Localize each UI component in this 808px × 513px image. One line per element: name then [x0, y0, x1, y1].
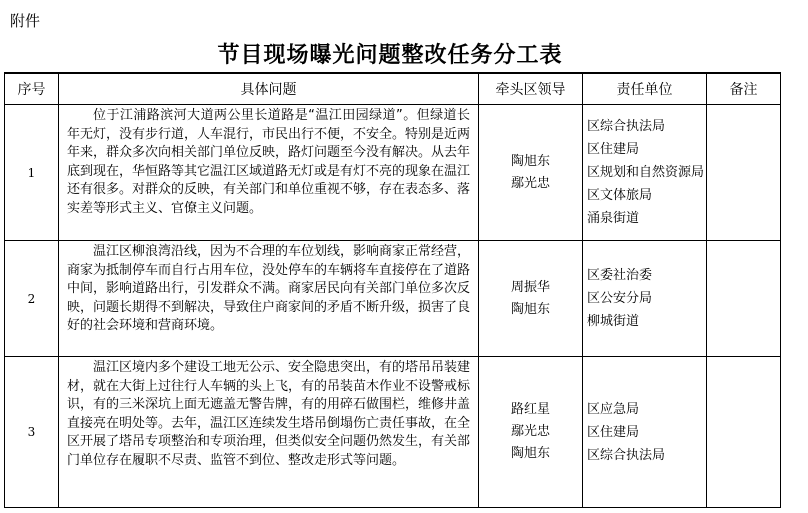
row-units	[583, 241, 707, 357]
row-seq: 1	[5, 105, 59, 241]
row-units	[583, 357, 707, 508]
leader-name: 鄢光忠	[510, 175, 550, 191]
unit-name: 区应急局	[587, 401, 640, 417]
header-problem: 具体问题	[59, 73, 479, 105]
unit-name: 区综合执法局	[587, 447, 666, 463]
page-title: 节目现场曝光问题整改任务分工表	[217, 42, 563, 68]
leader-name: 陶旭东	[510, 153, 550, 169]
unit-name: 区住建局	[587, 142, 640, 157]
unit-name: 区文体旅局	[587, 188, 653, 203]
row-seq: 2	[5, 241, 59, 357]
header-leader: 牵头区领导	[479, 73, 583, 105]
header-note: 备注	[707, 73, 781, 105]
header-seq: 序号	[5, 73, 59, 105]
row-leaders	[479, 241, 583, 357]
attachment-label: 附件	[10, 12, 41, 30]
row-leaders	[479, 357, 583, 508]
leader-name: 陶旭东	[510, 446, 550, 461]
row-problem: 位于江浦路滨河大道两公里长道路是“温江田园绿道”。但绿道长年无灯，没有步行道，人车混行，市民出行不便，不安全。特别是近两年来，群众多次向相关部门单位反映，路灯问题至今没有解决。从去年底到现在，华恒路等其它温江区域道路无灯或是有灯不亮的现象在温江还有很多。对群众的反映，有关部门和单位重视不够，存在表态多、落实差等形式主义、官僚主义问题。	[59, 105, 479, 241]
unit-name: 涌泉街道	[587, 211, 640, 226]
header-unit: 责任单位	[583, 73, 707, 105]
unit-name: 区住建局	[587, 424, 640, 440]
table-row	[5, 241, 781, 357]
unit-name: 柳城街道	[587, 314, 640, 329]
table-row	[5, 105, 781, 241]
table-row	[5, 357, 781, 508]
unit-name: 区委社治委	[587, 268, 653, 283]
row-leaders	[479, 105, 583, 241]
leader-name: 陶旭东	[510, 301, 550, 317]
leader-name: 路红星	[510, 402, 550, 417]
unit-name: 区综合执法局	[587, 119, 666, 134]
row-note	[707, 241, 781, 357]
row-problem: 温江区境内多个建设工地无公示、安全隐患突出，有的塔吊吊装建材，就在大街上过往行人车辆的头上飞，有的吊装苗木作业不设警戒标识，有的三米深坑上面无遮盖无警告牌，有的用碎石做围栏，维修井盖直接亮在明处等。去年，温江区连续发生塔吊倒塌伤亡责任事故，在全区开展了塔吊专项整治和专项治理，但类似安全问题仍然发生，有关部门单位存在履职不尽责、监管不到位、整改走形式等问题。	[59, 357, 479, 508]
row-seq: 3	[5, 357, 59, 508]
row-problem: 温江区柳浪湾沿线，因为不合理的车位划线，影响商家正常经营，商家为抵制停车而自行占用车位，没处停车的车辆将车直接停在了道路中间，影响道路出行，引发群众不满。商家居民向有关部门单位多次反映，问题长期得不到解决，导致住户商家间的矛盾不断升级，损害了良好的社会环境和营商环境。	[59, 241, 479, 357]
row-note	[707, 105, 781, 241]
table-header-row	[5, 73, 781, 105]
unit-name: 区公安分局	[587, 291, 653, 306]
leader-name: 鄢光忠	[510, 424, 550, 439]
row-note	[707, 357, 781, 508]
unit-name: 区规划和自然资源局	[587, 165, 705, 180]
row-units	[583, 105, 707, 241]
task-table	[4, 72, 781, 508]
leader-name: 周振华	[510, 279, 550, 295]
